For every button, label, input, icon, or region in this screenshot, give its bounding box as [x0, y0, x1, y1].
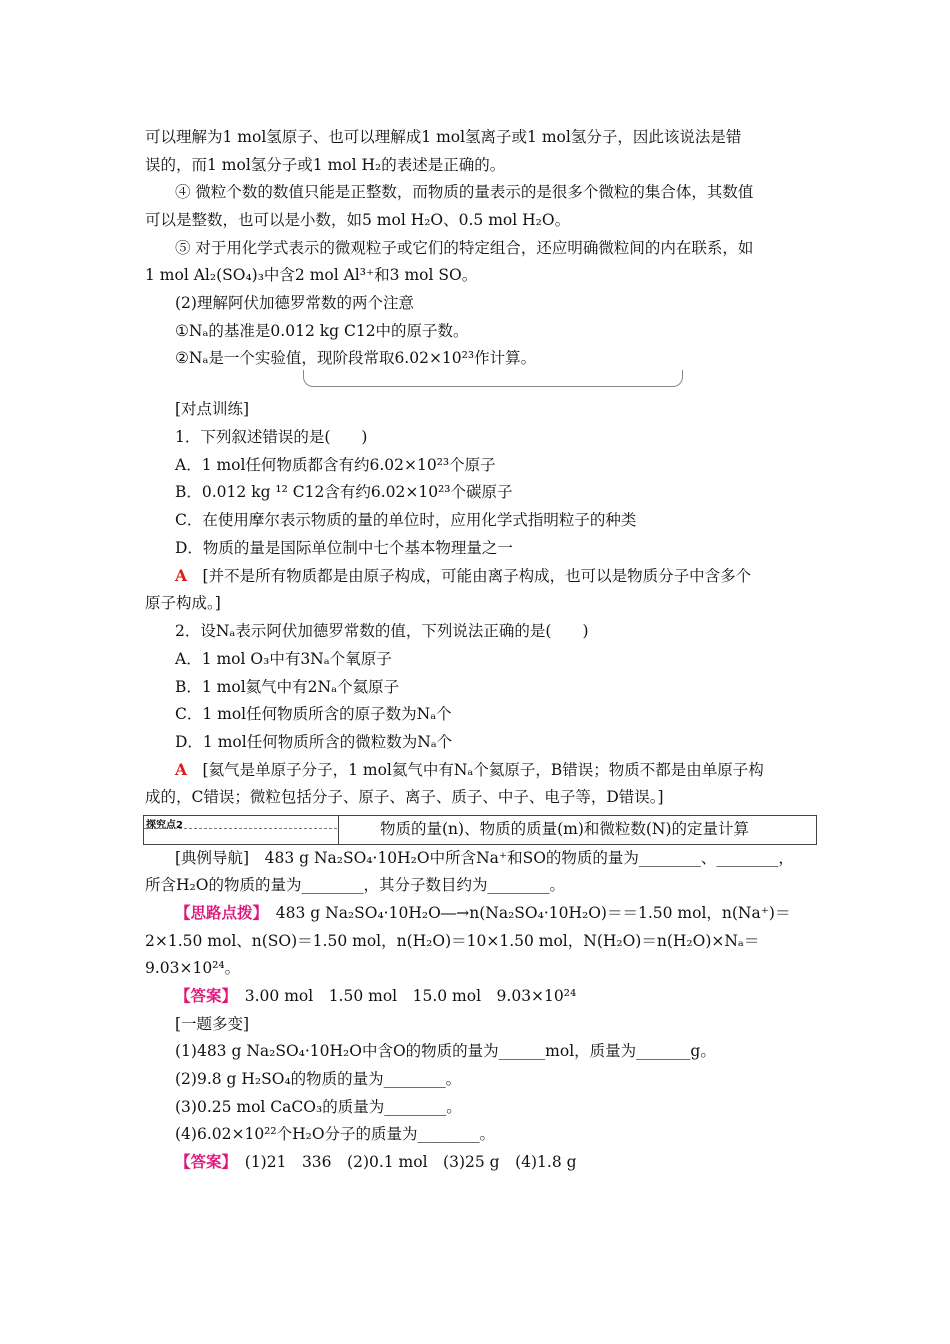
- text-line: 所含H₂O的物质的量为________，其分子数目约为________。: [145, 876, 565, 894]
- text-line: ④ 微粒个数的数值只能是正整数，而物质的量表示的是很多个微粒的集合体，其数值: [175, 183, 754, 201]
- answer-text: [并不是所有物质都是由原子构成，可能由离子构成，也可以是物质分子中含多个: [187, 567, 752, 585]
- option-b: B．0.012 kg ¹² C12含有约6.02×10²³个碳原子: [175, 483, 513, 501]
- text-line: 1 mol Al₂(SO₄)₃中含2 mol Al³⁺和3 mol SO。: [145, 266, 478, 284]
- text-line: 误的，而1 mol氢分子或1 mol H₂的表述是正确的。: [145, 156, 506, 174]
- text-line: ①Nₐ的基准是0.012 kg C12中的原子数。: [175, 322, 469, 340]
- answer-explanation: [175, 759, 764, 781]
- item-heading: (2)理解阿伏加德罗常数的两个注意: [175, 294, 414, 312]
- option-c: C．1 mol任何物质所含的原子数为Nₐ个: [175, 705, 452, 723]
- variant-item: (4)6.02×10²²个H₂O分子的质量为________。: [175, 1125, 496, 1143]
- variant-heading: [一题多变]: [175, 1015, 250, 1033]
- explore-tag: 探究点2: [146, 820, 183, 831]
- explore-point-box: [143, 815, 817, 845]
- variant-item: (2)9.8 g H₂SO₄的物质的量为________。: [175, 1070, 462, 1088]
- option-b: B．1 mol氦气中有2Nₐ个氦原子: [175, 678, 400, 696]
- divider: [144, 828, 337, 829]
- hint-line: [175, 902, 790, 924]
- answer-text: 3.00 mol 1.50 mol 15.0 mol 9.03×10²⁴: [229, 987, 577, 1005]
- variant-item: (1)483 g Na₂SO₄·10H₂O中含O的物质的量为______mol，质量为_______g。: [175, 1042, 716, 1060]
- answer-text: (1)21 336 (2)0.1 mol (3)25 g (4)1.8 g: [229, 1153, 577, 1171]
- option-d: D．物质的量是国际单位制中七个基本物理量之一: [175, 539, 513, 557]
- question-1: 1．下列叙述错误的是( ): [175, 428, 368, 446]
- text-line: 9.03×10²⁴。: [145, 959, 241, 977]
- text-line: 2×1.50 mol、n(SO)＝1.50 mol，n(H₂O)＝10×1.50 mol，N(H₂O)＝n(H₂O)×Nₐ＝: [145, 932, 760, 950]
- answer-line: [175, 985, 576, 1007]
- answer-label: 【答案】: [175, 1152, 230, 1171]
- divider: [338, 816, 339, 844]
- explore-title: 物质的量(n)、物质的质量(m)和微粒数(N)的定量计算: [380, 820, 750, 838]
- hint-text: 483 g Na₂SO₄·10H₂O―→n(Na₂SO₄·10H₂O)＝＝1.50 mol，n(Na⁺)＝: [260, 904, 791, 922]
- text-line: ②Nₐ是一个实验值，现阶段常取6.02×10²³作计算。: [175, 349, 537, 367]
- text-line: 原子构成。]: [145, 594, 221, 612]
- variant-item: (3)0.25 mol CaCO₃的质量为________。: [175, 1098, 462, 1116]
- example-question: [典例导航] 483 g Na₂SO₄·10H₂O中所含Na⁺和SO的物质的量为________、________，: [175, 849, 794, 867]
- option-c: C．在使用摩尔表示物质的量的单位时，应用化学式指明粒子的种类: [175, 511, 637, 529]
- option-d: D．1 mol任何物质所含的微粒数为Nₐ个: [175, 733, 453, 751]
- answer-text: [氦气是单原子分子，1 mol氦气中有Nₐ个氦原子，B错误；物质不都是由单原子构: [187, 761, 764, 779]
- text-line: ⑤ 对于用化学式表示的微观粒子或它们的特定组合，还应明确微粒间的内在联系，如: [175, 239, 754, 257]
- answer-label: 【答案】: [175, 986, 230, 1005]
- question-2: 2．设Nₐ表示阿伏加德罗常数的值，下列说法正确的是( ): [175, 622, 589, 640]
- practice-heading: [对点训练]: [175, 400, 250, 418]
- section-bracket-divider: [303, 370, 683, 387]
- text-line: 可以理解为1 mol氢原子、也可以理解成1 mol氢离子或1 mol氢分子，因此该说法是错: [145, 128, 742, 146]
- option-a: A．1 mol任何物质都含有约6.02×10²³个原子: [175, 456, 496, 474]
- answer-explanation: [175, 565, 751, 587]
- hint-label: 【思路点拨】: [175, 903, 261, 922]
- answer-line: [175, 1151, 577, 1173]
- answer-letter: A: [175, 566, 188, 585]
- answer-letter: A: [175, 760, 188, 779]
- text-line: 成的，C错误；微粒包括分子、原子、离子、质子、中子、电子等，D错误。]: [145, 788, 664, 806]
- option-a: A．1 mol O₃中有3Nₐ个氧原子: [175, 650, 392, 668]
- text-line: 可以是整数，也可以是小数，如5 mol H₂O、0.5 mol H₂O。: [145, 211, 571, 229]
